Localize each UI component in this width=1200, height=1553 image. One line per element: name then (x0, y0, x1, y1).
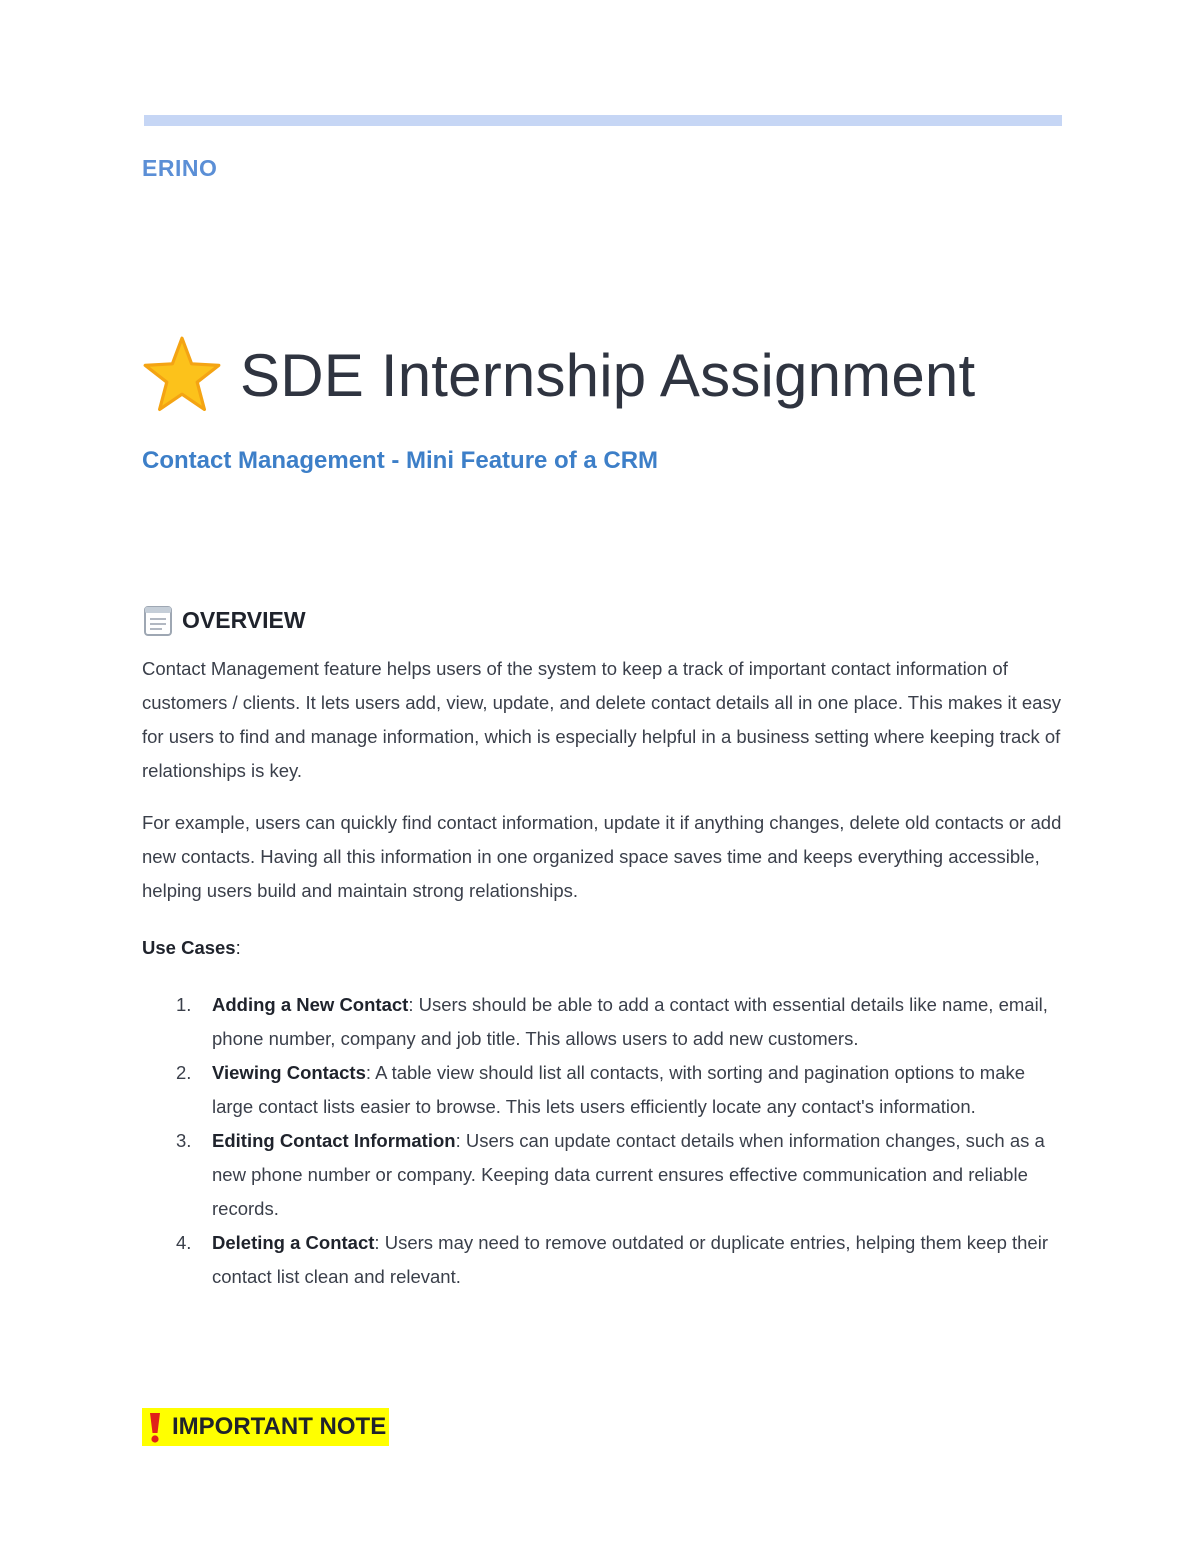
overview-paragraph-2: For example, users can quickly find contact information, update it if anything changes, delete old contacts or add new contacts. Having all this information in one organized space saves time and keeps everything accessible, helping users build and maintain strong relationships. (142, 812, 1062, 901)
list-item (142, 1124, 1062, 1226)
brand-name: ERINO (142, 155, 218, 181)
list-item-text: Users may need to remove outdated or duplicate entries, helping them keep their contact list clean and relevant. (212, 1232, 1048, 1287)
list-item-number: 4. (176, 1232, 192, 1253)
top-accent-bar (144, 115, 1062, 126)
list-item-body (212, 1226, 1062, 1294)
list-item (142, 1226, 1062, 1294)
use-cases-heading-text: Use Cases (142, 937, 236, 958)
overview-heading-text: OVERVIEW (182, 606, 306, 633)
list-item-title: Editing Contact Information (212, 1130, 456, 1151)
use-cases-heading-colon: : (235, 937, 241, 958)
overview-paragraph-1: Contact Management feature helps users of the system to keep a track of important contact information of customers / clients. It lets users add, view, update, and delete contact details all in one place. This makes it easy for users to find and manage information, which is especially helpful in a business setting where keeping track of relationships is key. (142, 658, 1061, 781)
important-note-text: IMPORTANT NOTE (172, 1413, 387, 1440)
list-item-colon: : (455, 1130, 461, 1151)
list-item-text: Users can update contact details when information changes, such as a new phone number or company. Keeping data current ensures effective communication and reliable records. (212, 1130, 1045, 1219)
page-title: SDE Internship Assignment (240, 341, 976, 409)
overview-heading (142, 603, 306, 637)
list-item-colon: : (374, 1232, 380, 1253)
notepad-icon (142, 603, 174, 637)
list-item-number: 3. (176, 1130, 192, 1151)
list-item-body (212, 1056, 1062, 1124)
list-item-title: Adding a New Contact (212, 994, 409, 1015)
title-row (142, 335, 975, 415)
list-item (142, 1056, 1062, 1124)
list-item-body (212, 988, 1062, 1056)
list-item-title: Deleting a Contact (212, 1232, 375, 1253)
star-icon (142, 335, 222, 415)
exclamation-icon (144, 1410, 166, 1444)
important-note-heading (142, 1408, 389, 1446)
list-item-colon: : (365, 1062, 371, 1083)
list-item-text: Users should be able to add a contact with essential details like name, email, phone number, company and job title. This allows users to add new customers. (212, 994, 1048, 1049)
list-item-colon: : (408, 994, 414, 1015)
list-item-body (212, 1124, 1062, 1226)
page-subtitle: Contact Management - Mini Feature of a CRM (142, 447, 659, 474)
use-cases-heading (142, 931, 241, 965)
list-item-number: 1. (176, 994, 192, 1015)
use-cases-list (142, 988, 1062, 1294)
list-item (142, 988, 1062, 1056)
list-item-number: 2. (176, 1062, 192, 1083)
list-item-text: A table view should list all contacts, with sorting and pagination options to make large contact lists easier to browse. This lets users efficiently locate any contact's information. (212, 1062, 1026, 1117)
list-item-title: Viewing Contacts (212, 1062, 366, 1083)
